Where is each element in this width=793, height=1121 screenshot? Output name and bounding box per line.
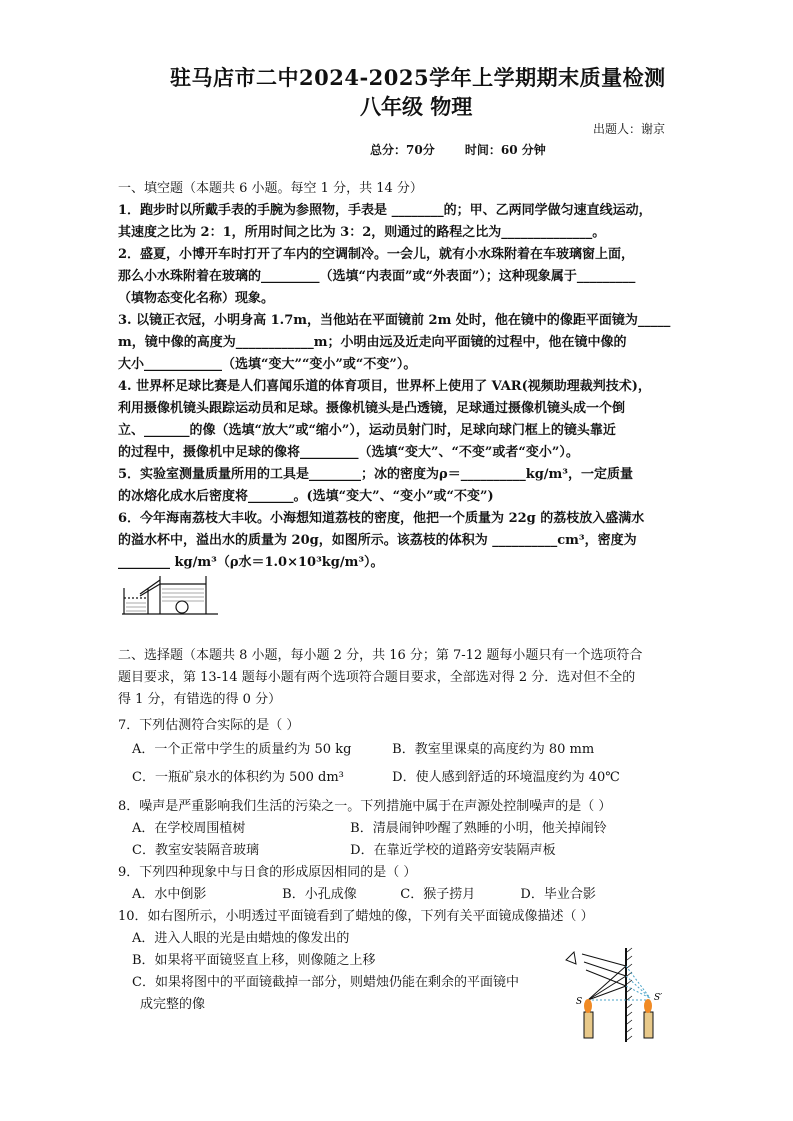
question-7 bbox=[118, 714, 678, 790]
plane-mirror-candle-figure bbox=[560, 946, 682, 1046]
question-4-line-2: 利用摄像机镜头跟踪运动员和足球。摄像机镜头是凸透镜，足球通过摄像机镜头成一个倒 bbox=[118, 401, 626, 416]
section-2-heading-line-1: 二、选择题（本题共 8 小题，每小题 2 分，共 16 分；第 7-12 题每小题只有一个选项符合 bbox=[118, 648, 643, 663]
total-score: 总分：70分 bbox=[370, 143, 435, 157]
svg-text:S′: S′ bbox=[654, 993, 663, 1003]
svg-text:S: S bbox=[576, 997, 583, 1007]
question-8-option-c: C．教室安装隔音玻璃 bbox=[132, 843, 259, 858]
question-4-line-1: 4. 世界杯足球比赛是人们喜闻乐道的体育项目，世界杯上使用了 VAR(视频助理裁判技术)， bbox=[118, 379, 651, 394]
question-3-line-2: m，镜中像的高度为____________m；小明由远及近走向平面镜的过程中，他在镜中像的 bbox=[118, 335, 627, 350]
question-2-line-2: 那么小水珠附着在玻璃的_________（选填“内表面”或“外表面”）；这种现象属于_________ bbox=[118, 269, 636, 284]
author-line: 出题人：谢京 bbox=[593, 122, 666, 136]
section-1-heading: 一、填空题（本题共 6 小题。每空 1 分，共 14 分） bbox=[118, 181, 423, 196]
question-4-line-3: 立、_______的像（选填“放大”或“缩小”），运动员射门时，足球向球门框上的镜头靠近 bbox=[118, 423, 616, 438]
question-7-option-a: A．一个正常中学生的质量约为 50 kg bbox=[132, 742, 352, 757]
question-3-line-1: 3. 以镜正衣冠，小明身高 1.7m，当他站在平面镜前 2m 处时，他在镜中的像距平面镜为_____ bbox=[118, 313, 671, 328]
question-3-line-3: 大小____________（选填“变大”“变小”或“不变”）。 bbox=[118, 357, 417, 372]
exam-meta bbox=[370, 141, 572, 158]
question-10-option-c-line-1: C．如果将图中的平面镜截掉一部分，则蜡烛仍能在剩余的平面镜中 bbox=[132, 975, 519, 990]
question-6-line-3: ________ kg/m³（ρ水＝1.0×10³kg/m³）。 bbox=[118, 555, 384, 570]
question-9-option-b: B．小孔成像 bbox=[282, 887, 357, 902]
exam-title: 驻马店市二中2024-2025学年上学期期末质量检测 bbox=[170, 65, 666, 90]
question-5-line-1: 5．实验室测量质量所用的工具是________；冰的密度为ρ＝__________kg/m³，一定质量 bbox=[118, 467, 633, 482]
section-fill-in bbox=[118, 178, 678, 574]
question-1-line-1: 1．跑步时以所戴手表的手腕为参照物，手表是 ________的；甲、乙两同学做匀速直线运动， bbox=[118, 203, 652, 218]
question-8-stem: 8．噪声是严重影响我们生活的污染之一。下列措施中属于在声源处控制噪声的是（ ） bbox=[118, 799, 612, 814]
question-2-line-3: （填物态变化名称）现象。 bbox=[118, 291, 275, 306]
question-9-option-a: A．水中倒影 bbox=[132, 887, 207, 902]
question-2-line-1: 2．盛夏，小博开车时打开了车内的空调制冷。一会儿，就有小水珠附着在车玻璃窗上面， bbox=[118, 247, 635, 262]
question-1-line-2: 其速度之比为 2：1，所用时间之比为 3：2，则通过的路程之比为______________。 bbox=[118, 225, 606, 240]
question-9-option-d: D．毕业合影 bbox=[520, 887, 596, 902]
question-10-option-b: B．如果将平面镜竖直上移，则像随之上移 bbox=[132, 953, 376, 968]
section-2-heading-line-2: 题目要求，第 13-14 题每小题有两个选项符合题目要求，全部选对得 2 分．选对但不全的 bbox=[118, 670, 636, 685]
question-10-stem: 10．如右图所示，小明透过平面镜看到了蜡烛的像，下列有关平面镜成像描述（ ） bbox=[118, 909, 594, 924]
question-6-line-2: 的溢水杯中，溢出水的质量为 20g，如图所示。该荔枝的体积为 __________cm³，密度为 bbox=[118, 533, 637, 548]
question-7-option-d: D．使人感到舒适的环境温度约为 40℃ bbox=[392, 770, 620, 785]
question-7-stem: 7．下列估测符合实际的是（ ） bbox=[118, 718, 300, 733]
question-6-line-1: 6．今年海南荔枝大丰收。小海想知道荔枝的密度，他把一个质量为 22g 的荔枝放入盛满水 bbox=[118, 511, 645, 526]
question-8-option-b: B．清晨闹钟吵醒了熟睡的小明，他关掉闹铃 bbox=[350, 821, 607, 836]
exam-time: 时间：60 分钟 bbox=[464, 143, 546, 157]
question-8-option-a: A．在学校周围植树 bbox=[132, 821, 246, 836]
section-2-heading-line-3: 得 1 分，有错选的得 0 分） bbox=[118, 692, 282, 707]
overflow-cup-figure bbox=[120, 570, 220, 616]
exam-subtitle: 八年级 物理 bbox=[360, 94, 473, 119]
question-8-option-d: D．在靠近学校的道路旁安装隔声板 bbox=[350, 843, 556, 858]
question-7-option-c: C．一瓶矿泉水的体积约为 500 dm³ bbox=[132, 770, 344, 785]
question-9-option-c: C．猴子捞月 bbox=[400, 887, 476, 902]
question-4-line-4: 的过程中，摄像机中足球的像将_________（选填“变大”、“不变”或者“变小”）。 bbox=[118, 445, 579, 460]
question-10-option-a: A．进入人眼的光是由蜡烛的像发出的 bbox=[132, 931, 350, 946]
question-5-line-2: 的冰熔化成水后密度将_______。(选填“变大”、“变小”或“不变”) bbox=[118, 489, 494, 504]
section-choice bbox=[118, 645, 678, 711]
question-10-option-c-line-2: 成完整的像 bbox=[140, 997, 206, 1012]
question-9-stem: 9．下列四种现象中与日食的形成原因相同的是（ ） bbox=[118, 865, 417, 880]
question-7-option-b: B．教室里课桌的高度约为 80 mm bbox=[392, 742, 595, 757]
